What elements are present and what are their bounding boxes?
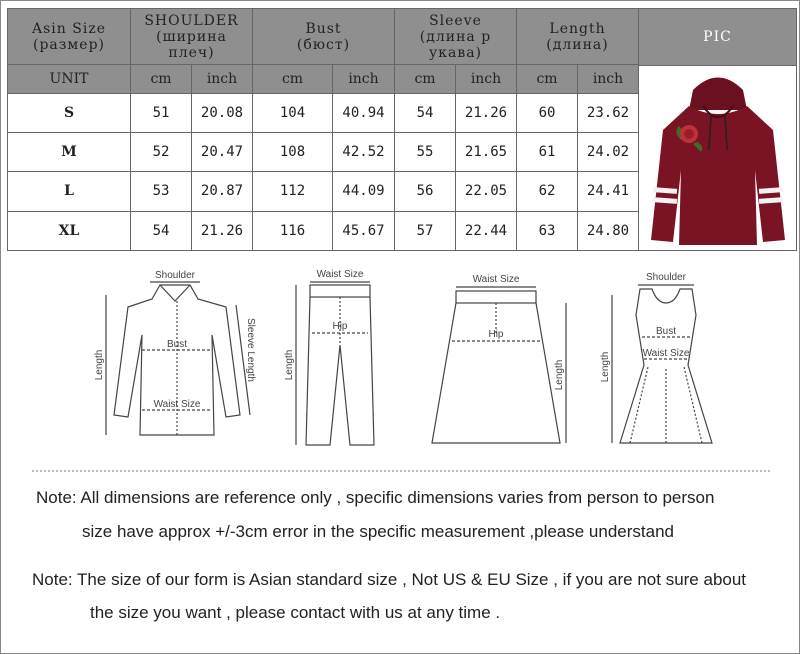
pants-length-label: Length xyxy=(284,349,295,381)
header-sleeve xyxy=(395,9,517,65)
table-cell: 21.26 xyxy=(192,211,253,250)
header-bust xyxy=(253,9,395,65)
table-cell: 42.52 xyxy=(333,132,395,171)
shirt-diagram xyxy=(94,270,256,435)
shirt-sleeve-label: Sleeve Length xyxy=(245,318,256,382)
header-asin-size-en: Asin Size xyxy=(32,20,106,37)
table-cell: 54 xyxy=(395,93,456,132)
header-length-en: Length xyxy=(549,20,606,37)
pic-cell xyxy=(639,9,797,251)
table-cell: 22.44 xyxy=(456,211,517,250)
unit-cell: cm xyxy=(131,65,192,93)
table-cell: 21.65 xyxy=(456,132,517,171)
notes-divider xyxy=(32,470,770,472)
table-cell: 20.47 xyxy=(192,132,253,171)
header-sleeve-ru-2: укава) xyxy=(428,44,483,61)
table-cell: 53 xyxy=(131,172,192,211)
note-2-line-1: Note: The size of our form is Asian standard size , Not US & EU Size , if you are not sure about xyxy=(32,570,747,589)
unit-cell: inch xyxy=(578,65,639,93)
header-shoulder xyxy=(131,9,253,65)
table-cell: 55 xyxy=(395,132,456,171)
skirt-waist-label: Waist Size xyxy=(472,274,520,285)
header-sleeve-en: Sleeve xyxy=(429,12,482,29)
note-1-line-1: Note: All dimensions are reference only , specific dimensions varies from person to person xyxy=(36,488,715,507)
pants-waist-label: Waist Size xyxy=(316,269,364,280)
header-length-ru: (длина) xyxy=(546,36,609,53)
unit-cell: inch xyxy=(333,65,395,93)
pants-hip-label: Hip xyxy=(332,321,348,332)
table-cell: 56 xyxy=(395,172,456,211)
table-cell: 116 xyxy=(253,211,333,250)
table-cell: 45.67 xyxy=(333,211,395,250)
hood-shape xyxy=(689,78,747,111)
dress-bust-label: Bust xyxy=(655,326,677,337)
header-shoulder-ru-1: (ширина xyxy=(156,28,227,45)
table-cell: 57 xyxy=(395,211,456,250)
skirt-length-label: Length xyxy=(554,359,565,391)
unit-cell: inch xyxy=(456,65,517,93)
size-cell: M xyxy=(8,132,131,171)
table-cell: 104 xyxy=(253,93,333,132)
header-asin-size xyxy=(8,9,131,65)
table-cell: 112 xyxy=(253,172,333,211)
measurement-diagrams xyxy=(0,255,800,465)
header-row xyxy=(8,9,797,65)
skirt-diagram xyxy=(432,274,566,443)
header-sleeve-ru-1: (длина р xyxy=(419,28,492,45)
unit-cell: inch xyxy=(192,65,253,93)
table-cell: 24.02 xyxy=(578,132,639,171)
table-cell: 22.05 xyxy=(456,172,517,211)
unit-cell: cm xyxy=(253,65,333,93)
shirt-shoulder-label: Shoulder xyxy=(154,270,196,281)
unit-cell: cm xyxy=(517,65,578,93)
header-shoulder-en: SHOULDER xyxy=(144,12,239,29)
dress-waist-label: Waist Size xyxy=(642,348,690,359)
table-cell: 54 xyxy=(131,211,192,250)
hoodie-body xyxy=(651,106,785,245)
hoodie-image xyxy=(643,70,793,250)
table-cell: 20.87 xyxy=(192,172,253,211)
size-cell: XL xyxy=(8,211,131,250)
header-pic: PIC xyxy=(639,9,796,66)
table-cell: 20.08 xyxy=(192,93,253,132)
note-2-line-2: the size you want , please contact with us at any time . xyxy=(90,603,501,622)
unit-cell: UNIT xyxy=(8,65,131,93)
table-cell: 62 xyxy=(517,172,578,211)
table-cell: 40.94 xyxy=(333,93,395,132)
table-cell: 24.80 xyxy=(578,211,639,250)
size-table xyxy=(7,8,797,251)
size-cell: S xyxy=(8,93,131,132)
header-bust-en: Bust xyxy=(305,20,342,37)
table-cell: 23.62 xyxy=(578,93,639,132)
table-cell: 51 xyxy=(131,93,192,132)
shirt-bust-label: Bust xyxy=(166,339,188,350)
skirt-hip-label: Hip xyxy=(488,329,504,340)
dress-shoulder-label: Shoulder xyxy=(645,272,687,283)
table-cell: 52 xyxy=(131,132,192,171)
table-cell: 24.41 xyxy=(578,172,639,211)
header-bust-ru: (бюст) xyxy=(296,36,351,53)
note-1-line-2: size have approx +/-3cm error in the specific measurement ,please understand xyxy=(82,522,674,541)
unit-cell: cm xyxy=(395,65,456,93)
header-asin-size-ru: (размер) xyxy=(32,36,105,53)
dress-diagram xyxy=(600,272,712,443)
size-cell: L xyxy=(8,172,131,211)
header-shoulder-ru-2: плеч) xyxy=(168,44,215,61)
table-cell: 108 xyxy=(253,132,333,171)
header-length xyxy=(517,9,639,65)
table-cell: 61 xyxy=(517,132,578,171)
shirt-length-label: Length xyxy=(94,349,105,381)
dress-length-label: Length xyxy=(600,351,611,383)
shirt-waist-label: Waist Size xyxy=(153,399,201,410)
table-cell: 60 xyxy=(517,93,578,132)
table-cell: 44.09 xyxy=(333,172,395,211)
pants-diagram xyxy=(284,269,374,445)
table-cell: 21.26 xyxy=(456,93,517,132)
table-cell: 63 xyxy=(517,211,578,250)
